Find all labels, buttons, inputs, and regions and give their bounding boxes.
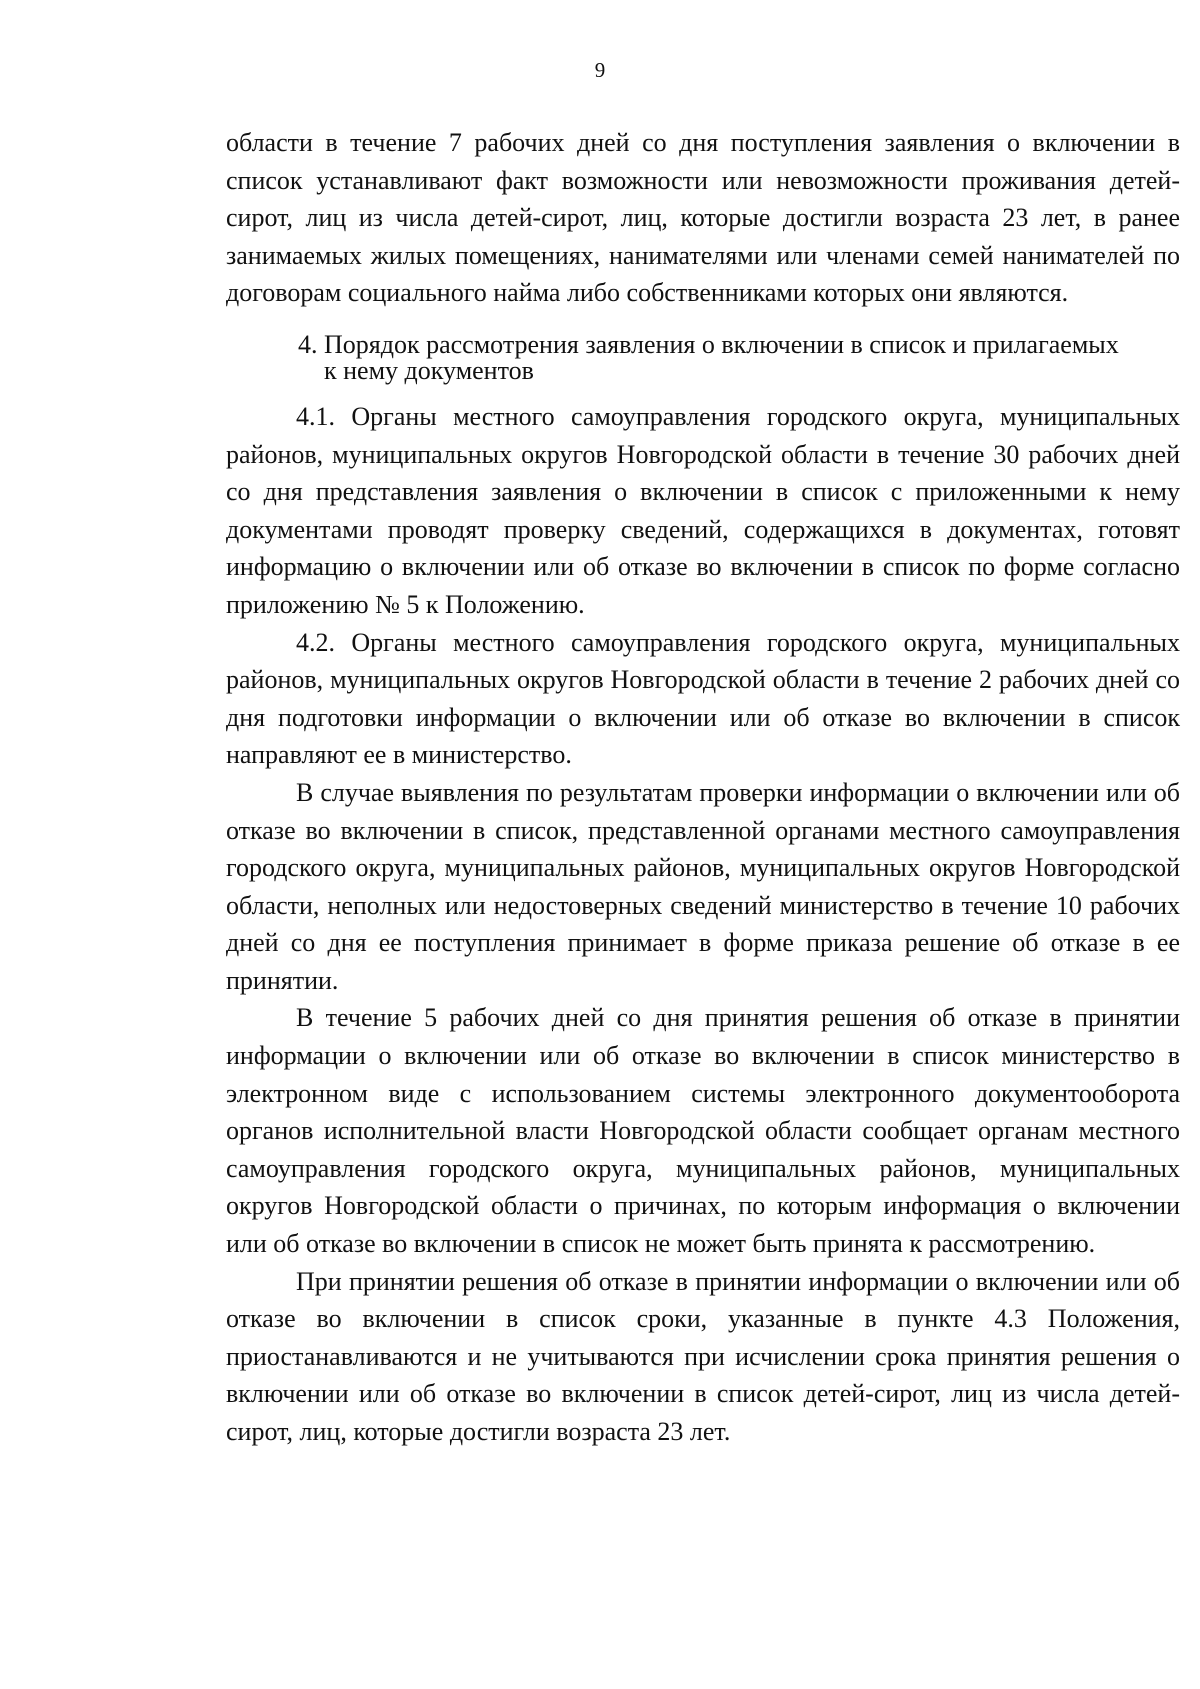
paragraph-4-2: 4.2. Органы местного самоуправления городского округа, муниципальных районов, муниципальных округов Новгородской области в течение 2 рабочих дней со дня подготовки информации о включении или об отказе во включении в список направляют ее в министерство.	[226, 627, 1180, 770]
section-heading	[226, 329, 1180, 385]
section-heading-line-1: 4. Порядок рассмотрения заявления о включении в список и прилагаемых	[298, 329, 1119, 359]
document-body	[226, 124, 1180, 1451]
paragraph-4-1: 4.1. Органы местного самоуправления городского округа, муниципальных районов, муниципальных округов Новгородской области в течение 30 рабочих дней со дня представления заявления о включении в список с приложенными к нему документами проводят проверку сведений, содержащихся в документах, готовят информацию о включении или об отказе во включении в список по форме согласно приложению № 5 к Положению.	[226, 401, 1180, 619]
intro-paragraph: области в течение 7 рабочих дней со дня поступления заявления о включении в список устанавливают факт возможности или невозможности проживания детей-сирот, лиц из числа детей-сирот, лиц, которые достигли возраста 23 лет, в ранее занимаемых жилых помещениях, нанимателями или членами семей нанимателей по договорам социального найма либо собственниками которых они являются.	[226, 128, 1180, 308]
paragraph-suspension: При принятии решения об отказе в принятии информации о включении или об отказе во включении в список сроки, указанные в пункте 4.3 Положения, приостанавливаются и не учитываются при исчислении срока принятия решения о включении или об отказе во включении в список детей-сирот, лиц из числа детей-сирот, лиц, которые достигли возраста 23 лет.	[226, 1266, 1180, 1446]
paragraph-notification: В течение 5 рабочих дней со дня принятия решения об отказе в принятии информации о включении или об отказе во включении в список министерство в электронном виде с использованием системы электронного документооборота органов исполнительной власти Новгородской области сообщает органам местного самоуправления городского округа, муниципальных районов, муниципальных округов Новгородской области о причинах, по которым информация о включении или об отказе во включении в список не может быть принята к рассмотрению.	[226, 1003, 1180, 1259]
page-number: 9	[594, 58, 606, 82]
section-heading-line-2: к нему документов	[324, 355, 534, 385]
paragraph-verification-case: В случае выявления по результатам проверки информации о включении или об отказе во включении в список, представленной органами местного самоуправления городского округа, муниципальных районов, муниципальных округов Новгородской области, неполных или недостоверных сведений министерство в течение 10 рабочих дней со дня ее поступления принимает в форме приказа решение об отказе в ее принятии.	[226, 777, 1180, 995]
